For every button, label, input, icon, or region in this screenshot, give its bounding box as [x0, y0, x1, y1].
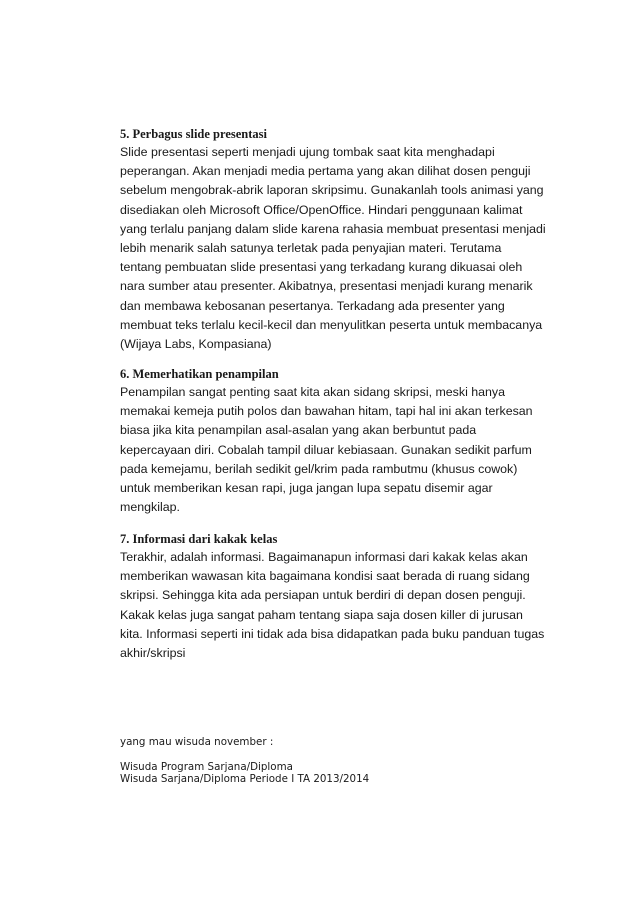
body-line: yang terlalu panjang dalam slide karena rahasia membuat presentasi menjadi	[120, 221, 546, 236]
body-line: membuat teks terlalu kecil-kecil dan menyulitkan peserta untuk membacanya	[120, 317, 543, 332]
body-line: akhir/skripsi	[120, 646, 186, 661]
section-heading: 7. Informasi dari kakak kelas	[120, 532, 278, 546]
section-perbagus-slide	[120, 126, 560, 354]
footer-intro: yang mau wisuda november :	[120, 736, 274, 748]
section-body	[120, 548, 560, 663]
body-line: memakai kemeja putih polos dan bawahan hitam, tapi hal ini akan terkesan	[120, 404, 533, 419]
body-line: memberikan wawasan kita bagaimana kondisi saat berada di ruang sidang	[120, 569, 530, 584]
body-line: skripsi. Sehingga kita ada persiapan untuk berdiri di depan dosen penguji.	[120, 588, 526, 603]
body-line: pada kemejamu, berilah sedikit gel/krim pada rambutmu (khusus cowok)	[120, 461, 518, 476]
section-body	[120, 143, 560, 354]
footer-spacer	[120, 749, 560, 761]
body-line: mengkilap.	[120, 500, 180, 515]
body-line: tentang pembuatan slide presentasi yang terkadang kurang dikuasai oleh	[120, 260, 523, 275]
footer-line-periode: Wisuda Sarjana/Diploma Periode I TA 2013/2014	[120, 773, 370, 785]
section-heading: 6. Memerhatikan penampilan	[120, 367, 279, 381]
footer-line-program: Wisuda Program Sarjana/Diploma	[120, 760, 293, 773]
body-line: Slide presentasi seperti menjadi ujung tombak saat kita menghadapi	[120, 145, 495, 159]
body-line: disediakan oleh Microsoft Office/OpenOffice. Hindari penggunaan kalimat	[120, 202, 523, 217]
body-line: Kakak kelas juga sangat paham tentang siapa saja dosen killer di jurusan	[120, 607, 523, 622]
section-body	[120, 383, 560, 517]
section-informasi-kakak-kelas	[120, 531, 560, 663]
body-line: dan membawa kebosanan pesertanya. Terkadang ada presenter yang	[120, 298, 505, 313]
body-line: lebih menarik salah satunya terletak pada penyajian materi. Terutama	[120, 241, 502, 256]
section-memerhatikan-penampilan	[120, 366, 560, 517]
body-line: Terakhir, adalah informasi. Bagaimanapun informasi dari kakak kelas akan	[120, 550, 528, 564]
section-heading: 5. Perbagus slide presentasi	[120, 127, 267, 141]
body-line: (Wijaya Labs, Kompasiana)	[120, 337, 272, 352]
body-line: sebelum mengobrak-abrik laporan skripsimu. Gunakanlah tools animasi yang	[120, 183, 544, 198]
body-line: untuk memberikan kesan rapi, juga jangan lupa sepatu disemir agar	[120, 481, 493, 496]
body-line: Penampilan sangat penting saat kita akan sidang skripsi, meski hanya	[120, 385, 506, 399]
body-line: biasa jika kita penampilan asal-asalan yang akan berbuntut pada	[120, 423, 477, 438]
body-line: kita. Informasi seperti ini tidak ada bisa didapatkan pada buku panduan tugas	[120, 626, 545, 641]
body-line: nara sumber atau presenter. Akibatnya, presentasi menjadi kurang menarik	[120, 279, 533, 294]
body-line: kepercayaan diri. Cobalah tampil diluar kebiasaan. Gunakan sedikit parfum	[120, 442, 532, 457]
body-line: peperangan. Akan menjadi media pertama yang akan dilihat dosen penguji	[120, 164, 531, 179]
footer-notes	[120, 736, 560, 786]
